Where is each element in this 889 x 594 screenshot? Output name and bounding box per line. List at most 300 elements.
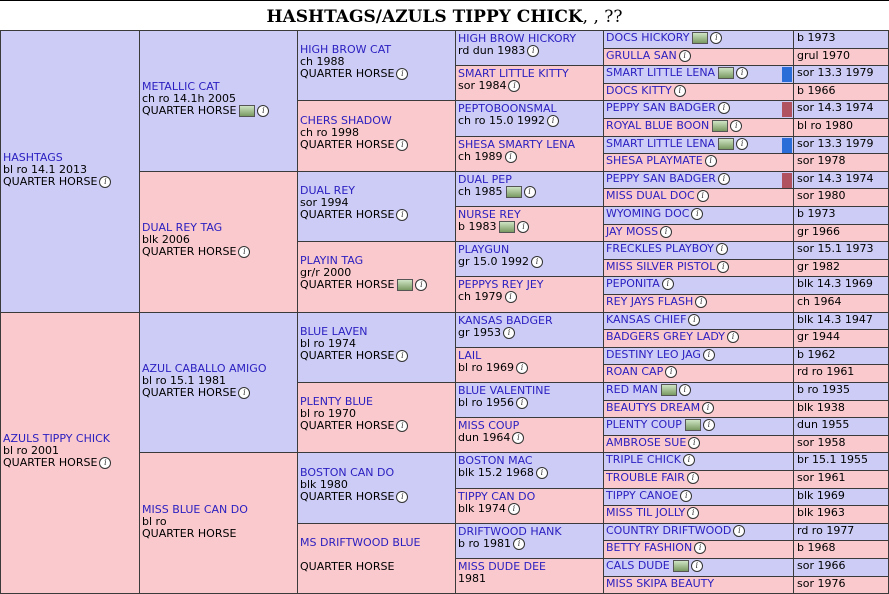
ancestor-cell (297, 241, 456, 312)
info-icon[interactable]: i (695, 296, 707, 308)
pedigree-title-name: HASHTAGS/AZULS TIPPY CHICK (266, 7, 583, 27)
horse-details: blk 15.2 1968 i (458, 467, 601, 479)
ancestor-cell (455, 65, 604, 101)
horse-breed (300, 561, 453, 573)
ancestor-text (142, 174, 295, 258)
ancestor-text (458, 385, 601, 409)
horse-name-link[interactable]: HASHTAGS (3, 150, 63, 164)
pedigree-title (0, 0, 889, 30)
info-icon[interactable]: i (702, 402, 714, 414)
horse-name-link[interactable]: DOCS HICKORY (606, 31, 690, 44)
ancestor-gen5-cell (603, 364, 794, 383)
ancestor-gen5-cell (603, 417, 794, 436)
photo-icon[interactable] (239, 105, 255, 117)
ancestor-text (458, 526, 601, 550)
horse-name-link[interactable]: BOSTON CAN DO (300, 465, 395, 479)
horse-breed (300, 350, 453, 362)
info-icon[interactable]: i (505, 291, 517, 303)
horse-details: blk 2006 (142, 233, 190, 247)
info-icon[interactable]: i (527, 45, 539, 57)
ancestor-cell (297, 382, 456, 453)
photo-icon[interactable] (661, 384, 677, 396)
horse-breed (300, 139, 453, 151)
ancestor-text (300, 244, 453, 291)
horse-breed-text: QUARTER HORSE (300, 348, 395, 362)
birth-info-text: gr 1982 (797, 259, 840, 273)
info-icon[interactable]: i (516, 397, 528, 409)
ancestor-gen5-cell (603, 30, 794, 49)
birth-info-text: sor 1961 (797, 471, 846, 484)
horse-details: bl ro (142, 514, 167, 528)
ancestor-cell (455, 488, 604, 524)
horse-breed-text: QUARTER HORSE (142, 385, 237, 399)
ancestor-gen5-cell (603, 241, 794, 260)
ancestor-text (142, 455, 295, 539)
photo-icon[interactable] (499, 221, 515, 233)
birth-info-cell (793, 100, 889, 119)
horse-name-link[interactable]: TIPPY CAN DO (458, 489, 536, 503)
horse-name-link[interactable]: SHESA PLAYMATE (606, 154, 703, 168)
info-icon[interactable]: i (716, 243, 728, 255)
photo-icon[interactable] (712, 120, 728, 132)
horse-name-link[interactable]: METALLIC CAT (142, 80, 220, 94)
birth-info-cell (793, 224, 889, 243)
ancestor-cell (455, 30, 604, 66)
photo-icon[interactable] (506, 186, 522, 198)
inbreeding-marker (782, 138, 792, 153)
info-icon[interactable]: i (99, 457, 111, 469)
birth-info-cell (793, 364, 889, 383)
horse-name-link[interactable]: PLENTY BLUE (300, 395, 374, 409)
info-icon[interactable]: i (512, 432, 524, 444)
ancestor-cell (455, 558, 604, 594)
horse-breed-text: QUARTER HORSE (300, 489, 395, 503)
ancestor-cell (139, 452, 298, 594)
ancestor-gen5-cell (603, 48, 794, 67)
birth-info-text: rd ro 1977 (797, 523, 855, 537)
horse-name-link[interactable]: TROUBLE FAIR (606, 471, 685, 484)
horse-name-link[interactable]: SHESA SMARTY LENA (458, 137, 576, 151)
ancestor-gen5-cell (603, 347, 794, 366)
horse-details: bl ro 2001 (3, 444, 60, 458)
horse-details: rd dun 1983 i (458, 45, 601, 57)
horse-breed-text: QUARTER HORSE (3, 456, 98, 470)
horse-name-link[interactable]: PLAYIN TAG (300, 254, 364, 268)
horse-breed (300, 420, 453, 432)
horse-details: bl ro 15.1 1981 (142, 373, 227, 387)
birth-info-cell (793, 48, 889, 67)
ancestor-text (458, 244, 601, 268)
ancestor-cell (297, 452, 456, 523)
birth-info-text: grul 1970 (797, 48, 851, 62)
ancestor-cell (297, 312, 456, 383)
horse-name-link[interactable]: HIGH BROW HICKORY (458, 32, 577, 45)
info-icon[interactable]: i (687, 507, 699, 519)
info-icon[interactable]: i (531, 256, 543, 268)
horse-name-link[interactable]: DOCS KITTY (606, 83, 672, 97)
ancestor-cell (455, 171, 604, 207)
info-icon[interactable]: i (396, 139, 408, 151)
horse-name-link[interactable]: AMBROSE SUE (606, 435, 687, 449)
birth-info-cell (793, 382, 889, 401)
info-icon[interactable]: i (694, 542, 706, 554)
ancestor-text (300, 526, 453, 573)
horse-name-link[interactable]: LAIL (458, 348, 482, 362)
horse-details: sor 1994 (300, 195, 349, 209)
ancestor-text (458, 209, 601, 233)
ancestor-gen5-cell (603, 224, 794, 243)
birth-info-cell (793, 400, 889, 419)
birth-info-cell (793, 452, 889, 471)
inbreeding-marker (782, 102, 792, 117)
birth-info-text: b ro 1935 (797, 383, 850, 396)
birth-info-cell (793, 118, 889, 137)
horse-name-link[interactable]: JAY MOSS (606, 224, 659, 238)
ancestor-text (458, 350, 601, 374)
info-icon[interactable]: i (396, 420, 408, 432)
ancestor-gen5-cell (603, 540, 794, 559)
ancestor-gen5-cell (603, 276, 794, 295)
horse-breed (142, 528, 295, 540)
info-icon[interactable]: i (660, 226, 672, 238)
ancestor-text (458, 174, 601, 198)
ancestor-gen5-cell (603, 171, 794, 190)
horse-name-link[interactable]: DUAL REY TAG (142, 221, 223, 235)
birth-info-text: rd ro 1961 (797, 365, 855, 379)
birth-info-cell (793, 65, 889, 84)
horse-breed-text: QUARTER HORSE (300, 559, 395, 573)
info-icon[interactable]: i (665, 366, 677, 378)
ancestor-cell (139, 171, 298, 313)
horse-breed (3, 176, 137, 188)
ancestor-cell (297, 100, 456, 171)
info-icon[interactable]: i (662, 278, 674, 290)
ancestor-text (300, 385, 453, 432)
horse-details: bl ro 1956 i (458, 397, 601, 409)
info-icon[interactable]: i (727, 331, 739, 343)
horse-details: dun 1964 i (458, 432, 601, 444)
horse-name-link[interactable]: MISS TIL JOLLY (606, 506, 686, 520)
info-icon[interactable]: i (238, 246, 250, 258)
horse-breed-text: QUARTER HORSE (3, 174, 98, 188)
horse-name-link[interactable]: MISS SILVER PISTOL (606, 259, 716, 273)
ancestor-gen5-cell (603, 136, 794, 155)
horse-details: b ro 1981 i (458, 538, 601, 550)
birth-info-cell (793, 259, 889, 278)
birth-info-cell (793, 83, 889, 102)
ancestor-cell (455, 452, 604, 488)
birth-info-text: sor 1958 (797, 435, 846, 449)
info-icon[interactable]: i (396, 68, 408, 80)
birth-info-text: sor 15.1 1973 (797, 242, 874, 256)
info-icon[interactable]: i (508, 503, 520, 515)
horse-name-link[interactable]: MS DRIFTWOOD BLUE (300, 535, 421, 549)
info-icon[interactable]: i (517, 221, 529, 233)
info-icon[interactable]: i (674, 85, 686, 97)
info-icon[interactable]: i (396, 350, 408, 362)
horse-breed (300, 209, 453, 221)
info-icon[interactable]: i (679, 50, 691, 62)
horse-details: 1981 (458, 572, 486, 585)
horse-name-link[interactable]: SMART LITTLE LENA (606, 136, 716, 150)
ancestor-cell (297, 30, 456, 101)
ancestor-text (300, 315, 453, 362)
info-icon[interactable]: i (717, 261, 729, 273)
pedigree-title-suffix: , , ?? (582, 7, 623, 27)
horse-name-link[interactable]: PEPONITA (606, 277, 660, 291)
info-icon[interactable]: i (516, 362, 528, 374)
horse-name-link[interactable]: ROAN CAP (606, 365, 664, 379)
birth-info-text: b 1966 (797, 83, 836, 97)
ancestor-gen5-cell (603, 65, 794, 84)
horse-name-link[interactable]: PLENTY COUP (606, 418, 682, 432)
ancestor-text (300, 103, 453, 150)
horse-name-link[interactable]: MISS DUAL DOC (606, 189, 695, 203)
info-icon[interactable]: i (691, 560, 703, 572)
birth-info-cell (793, 523, 889, 542)
info-icon[interactable]: i (705, 155, 717, 167)
ancestor-cell (297, 523, 456, 594)
photo-icon[interactable] (692, 32, 708, 44)
horse-name-link[interactable]: GRULLA SAN (606, 48, 677, 62)
ancestor-gen5-cell (603, 470, 794, 489)
info-icon[interactable]: i (505, 151, 517, 163)
horse-breed-text: QUARTER HORSE (142, 526, 237, 540)
ancestor-gen5-cell (603, 188, 794, 207)
horse-name-link[interactable]: BOSTON MAC (458, 454, 533, 468)
horse-breed-text: QUARTER HORSE (300, 419, 395, 433)
ancestor-cell (455, 241, 604, 277)
horse-name-link[interactable]: CHERS SHADOW (300, 113, 392, 127)
ancestor-gen5-cell (603, 153, 794, 172)
info-icon[interactable]: i (730, 120, 742, 132)
horse-name-link[interactable]: MISS SKIPA BEAUTY (606, 576, 715, 590)
horse-name-link[interactable]: TIPPY CANOE (606, 488, 679, 502)
ancestor-cell (139, 30, 298, 172)
ancestor-text (458, 561, 601, 585)
horse-name-link[interactable]: BEAUTYS DREAM (606, 400, 701, 414)
horse-name-link[interactable]: KANSAS BADGER (458, 313, 553, 327)
birth-info-cell (793, 558, 889, 577)
ancestor-text (3, 315, 137, 470)
birth-info-cell (793, 505, 889, 524)
horse-name-link[interactable]: MISS BLUE CAN DO (142, 502, 248, 516)
ancestor-text (300, 455, 453, 502)
inbreeding-marker (782, 67, 792, 82)
horse-details: ch 1989 i (458, 151, 601, 163)
info-icon[interactable]: i (736, 67, 748, 79)
info-icon[interactable]: i (710, 32, 722, 44)
horse-name-link[interactable]: RED MAN (606, 383, 658, 396)
ancestor-gen5-cell (603, 100, 794, 119)
horse-name-link[interactable]: REY JAYS FLASH (606, 295, 694, 308)
horse-details: ch 1988 (300, 55, 345, 69)
birth-info-cell (793, 312, 889, 331)
info-icon[interactable]: i (718, 173, 730, 185)
horse-name-link[interactable]: DUAL REY (300, 183, 355, 197)
ancestor-gen5-cell (603, 523, 794, 542)
birth-info-cell (793, 470, 889, 489)
ancestor-cell (455, 206, 604, 242)
info-icon[interactable]: i (257, 105, 269, 117)
birth-info-cell (793, 329, 889, 348)
birth-info-cell (793, 488, 889, 507)
info-icon[interactable]: i (688, 437, 700, 449)
photo-icon[interactable] (718, 67, 734, 79)
ancestor-gen5-cell (603, 435, 794, 454)
horse-name-link[interactable]: SMART LITTLE KITTY (458, 67, 569, 81)
ancestor-cell (455, 276, 604, 312)
ancestor-text (458, 420, 601, 444)
horse-name-link[interactable]: DESTINY LEO JAG (606, 347, 701, 361)
photo-icon[interactable] (673, 560, 689, 572)
ancestor-text (458, 68, 601, 92)
ancestor-text (300, 174, 453, 221)
info-icon[interactable]: i (703, 419, 715, 431)
birth-info-text: sor 1976 (797, 576, 846, 590)
birth-info-text: dun 1955 (797, 418, 850, 432)
birth-info-text: gr 1966 (797, 224, 840, 238)
horse-name-link[interactable]: SMART LITTLE LENA (606, 66, 716, 80)
photo-icon[interactable] (685, 419, 701, 431)
horse-name-link[interactable]: BETTY FASHION (606, 541, 693, 555)
birth-info-text: blk 1963 (797, 506, 845, 520)
horse-details: ch 1985 i (458, 186, 601, 198)
horse-name-link[interactable]: CALS DUDE (606, 559, 670, 572)
birth-info-cell (793, 30, 889, 49)
info-icon[interactable]: i (680, 490, 692, 502)
horse-name-link[interactable]: BLUE VALENTINE (458, 384, 551, 397)
ancestor-cell (455, 523, 604, 559)
info-icon[interactable]: i (736, 138, 748, 150)
ancestor-cell (0, 30, 140, 313)
info-icon[interactable]: i (718, 102, 730, 114)
horse-breed-text: QUARTER HORSE (300, 278, 395, 292)
photo-icon[interactable] (397, 279, 413, 291)
birth-info-text: sor 13.3 1979 (797, 136, 874, 150)
horse-details: ch 1979 i (458, 291, 601, 303)
ancestor-cell (455, 417, 604, 453)
horse-name-link[interactable]: COUNTRY DRIFTWOOD (606, 523, 732, 537)
info-icon[interactable]: i (238, 387, 250, 399)
horse-name-link[interactable]: PEPPY SAN BADGER (606, 171, 716, 185)
horse-details: gr 15.0 1992 i (458, 256, 601, 268)
horse-breed (300, 491, 453, 503)
info-icon[interactable]: i (396, 491, 408, 503)
birth-info-text: sor 1980 (797, 189, 846, 203)
horse-name-link[interactable]: HIGH BROW CAT (300, 43, 392, 57)
ancestor-cell (455, 347, 604, 383)
info-icon[interactable]: i (697, 190, 709, 202)
horse-breed-text: QUARTER HORSE (142, 104, 237, 118)
birth-info-text: blk 14.3 1969 (797, 277, 873, 291)
birth-info-text: gr 1944 (797, 330, 840, 344)
birth-info-text: blk 1938 (797, 400, 845, 414)
horse-name-link[interactable]: PEPPY SAN BADGER (606, 101, 716, 115)
birth-info-text: sor 13.3 1979 (797, 66, 874, 80)
info-icon[interactable]: i (536, 467, 548, 479)
ancestor-gen5-cell (603, 382, 794, 401)
ancestor-cell (455, 100, 604, 136)
horse-name-link[interactable]: MISS DUDE DEE (458, 560, 547, 573)
info-icon[interactable]: i (679, 384, 691, 396)
horse-name-link[interactable]: NURSE REY (458, 208, 521, 221)
birth-info-text: b 1968 (797, 541, 836, 555)
ancestor-gen5-cell (603, 452, 794, 471)
info-icon[interactable]: i (687, 472, 699, 484)
info-icon[interactable]: i (396, 209, 408, 221)
ancestor-text (458, 279, 601, 303)
info-icon[interactable]: i (688, 314, 700, 326)
birth-info-text: sor 1978 (797, 154, 846, 168)
ancestor-cell (139, 312, 298, 454)
ancestor-text (458, 491, 601, 515)
inbreeding-marker (782, 173, 792, 188)
horse-name-link[interactable]: TRIPLE CHICK (606, 453, 681, 467)
info-icon[interactable]: i (703, 349, 715, 361)
horse-name-link[interactable]: AZUL CABALLO AMIGO (142, 361, 267, 375)
birth-info-text: ch 1964 (797, 295, 842, 308)
ancestor-gen5-cell (603, 294, 794, 313)
birth-info-cell (793, 347, 889, 366)
ancestor-text (300, 33, 453, 80)
horse-name-link[interactable]: MISS COUP (458, 419, 520, 433)
ancestor-text (458, 139, 601, 163)
info-icon[interactable]: i (733, 525, 745, 537)
birth-info-cell (793, 188, 889, 207)
info-icon[interactable]: i (99, 176, 111, 188)
horse-name-link[interactable]: PLAYGUN (458, 243, 510, 257)
horse-name-link[interactable]: ROYAL BLUE BOON (606, 119, 710, 132)
info-icon[interactable]: i (508, 80, 520, 92)
info-icon[interactable]: i (513, 538, 525, 550)
horse-details: blk 1974 i (458, 503, 601, 515)
horse-name-link[interactable]: DUAL PEP (458, 172, 512, 186)
horse-breed (3, 457, 137, 469)
horse-name-link[interactable]: DRIFTWOOD HANK (458, 524, 562, 538)
horse-breed-text: QUARTER HORSE (300, 207, 395, 221)
horse-name-link[interactable]: WYOMING DOC (606, 207, 690, 220)
horse-name-link[interactable]: FRECKLES PLAYBOY (606, 242, 714, 256)
horse-name-link[interactable]: BLUE LAVEN (300, 324, 368, 338)
info-icon[interactable]: i (547, 115, 559, 127)
ancestor-text (3, 33, 137, 188)
ancestor-text (458, 315, 601, 339)
info-icon[interactable]: i (524, 186, 536, 198)
ancestor-cell (297, 171, 456, 242)
horse-name-link[interactable]: AZULS TIPPY CHICK (3, 432, 111, 446)
horse-breed (300, 68, 453, 80)
ancestor-gen5-cell (603, 259, 794, 278)
birth-info-cell (793, 153, 889, 172)
horse-name-link[interactable]: PEPPYS REY JEY (458, 278, 544, 292)
horse-details: ch ro 14.1h 2005 (142, 92, 236, 106)
birth-info-text: br 15.1 1955 (797, 453, 868, 467)
horse-details: blk 1980 (300, 477, 348, 491)
horse-details: bl ro 1970 (300, 407, 357, 421)
info-icon[interactable]: i (415, 279, 427, 291)
info-icon[interactable]: i (683, 454, 695, 466)
ancestor-cell (455, 312, 604, 348)
info-icon[interactable]: i (503, 327, 515, 339)
ancestor-gen5-cell (603, 505, 794, 524)
birth-info-cell (793, 576, 889, 594)
horse-name-link[interactable]: KANSAS CHIEF (606, 312, 687, 326)
horse-name-link[interactable]: PEPTOBOONSMAL (458, 102, 557, 116)
info-icon[interactable]: i (691, 208, 703, 220)
horse-name-link[interactable]: BADGERS GREY LADY (606, 330, 725, 344)
photo-icon[interactable] (718, 138, 734, 150)
